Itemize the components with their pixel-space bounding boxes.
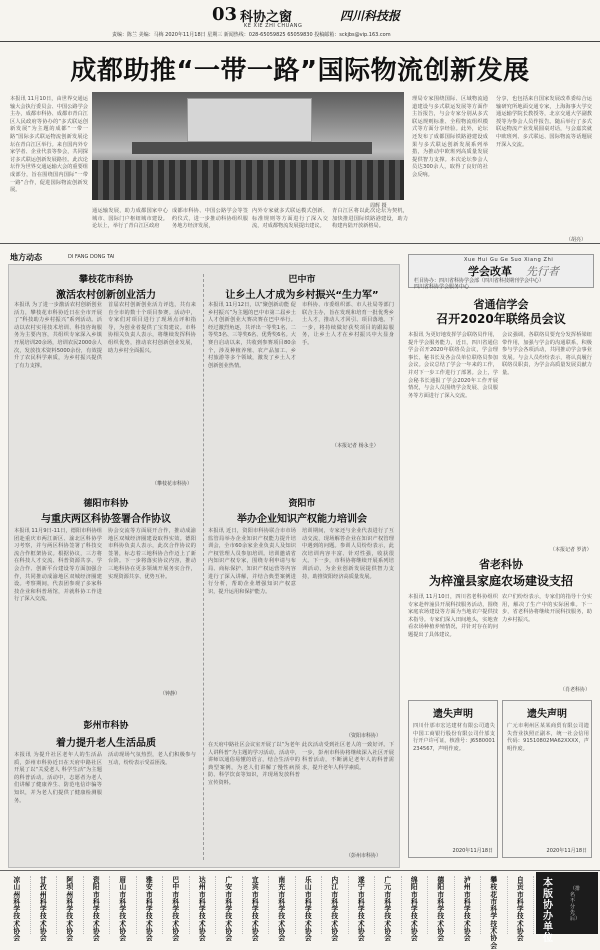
article-source: 彭州市科协 bbox=[83, 721, 129, 731]
article-credit: （本报记者 罗清） bbox=[550, 547, 592, 553]
local-section-label: 地方动态 bbox=[10, 253, 42, 262]
top-story-column: 成都市科协、中国公路学会等签约仪式，进一步推动科协组织服务地方经济发展， bbox=[172, 208, 248, 230]
co-organizer: 内江市科学技术协会 bbox=[322, 876, 349, 934]
article-body: 此次活动受到社区老人的一致好评。下一步，彭州市科协将继续深入社区开展科普活动，不断满足老年人的科普需求，提升老年人科学素质。 bbox=[302, 742, 394, 771]
article-source: 巴中市 bbox=[288, 275, 316, 285]
article-body: 本报讯 为更好地发挥学会联络员作用，提升学会服务能力，近日，四川省通信学会召开2020年联络员会议，学会理事长、秘书长及各会员单位联络员参加会议。会议总结了学会一年来的工作，并对下一步工作进行了部署。会上，学会秘书长通报了学会2020年工作开展情况，与会人员围绕学会发展、会员服务等方面进行了深入交流。 bbox=[408, 332, 498, 399]
photo-audience bbox=[92, 160, 404, 200]
article-title: 召开2020年联络员会议 bbox=[436, 312, 566, 326]
co-organizer: 资阳市科学技术协会 bbox=[84, 876, 111, 934]
article-body: 会议强调，各联络员要充分发挥桥梁纽带作用，加强与学会的沟通联系，积极参与学会各项活动，共同推动学会事业发展。与会人员纷纷表示，将认真履行联络员职责，为学会高质量发展贡献力量。 bbox=[502, 332, 592, 376]
local-section-pinyin: DI FANG DONG TAI bbox=[68, 254, 115, 260]
column-banner-org: 栏目协办：四川省科协学会部（四川省科技期刊学会中心） bbox=[414, 278, 545, 284]
article-body: 本报讯 为提升社区老年人的生活品质，彭州市科协近日在天府中路社区开展了以“关爱老人 科学生活”为主题的科普活动。活动中，志愿者为老人们讲解了健康养生、防范电信诈骗等知识，并为老人们提供了健康检测服务。 bbox=[14, 752, 102, 804]
paper-logo: 四川科技报 bbox=[340, 9, 401, 23]
co-organizer: 乐山市科学技术协会 bbox=[296, 876, 323, 934]
lost-notice-title: 遗失声明 bbox=[433, 709, 473, 720]
column-banner-title-2: 先行者 bbox=[526, 265, 559, 278]
lost-notice-body: 四川什邡市宏达建材有限公司遗失中国工商银行股份有限公司什邡支行开户许可证，核准号：J6580001234567，声明作废。 bbox=[413, 723, 495, 752]
photo-stage-screen bbox=[187, 98, 312, 142]
section-title: 科协之窗 bbox=[240, 10, 293, 25]
co-organizer: 宜宾市科学技术协会 bbox=[243, 876, 270, 934]
lost-notice-title: 遗失声明 bbox=[527, 709, 567, 720]
article-body: 农户们纷纷表示，专家们的指导十分实用，解决了生产中的实际困难。下一步，省老科协将继续开展科技服务，助力乡村振兴。 bbox=[502, 594, 592, 623]
article-source: 省老科协 bbox=[479, 558, 523, 571]
co-organizer: 自贡市科学技术协会 bbox=[508, 876, 535, 934]
photo-credit: 周辉 摄 bbox=[370, 203, 387, 209]
article-title: 着力提升老人生活品质 bbox=[56, 738, 156, 749]
article-credit: （资阳市科协） bbox=[346, 733, 382, 739]
photo-stage bbox=[132, 142, 372, 154]
co-organizer: 眉山市科学技术协会 bbox=[110, 876, 137, 934]
article-credit: （肖老科协） bbox=[560, 687, 591, 693]
co-organizer: 攀枝花市科学技术协会 bbox=[481, 876, 508, 934]
top-story-lead: 本报讯 11月10日，由世界交通运输大会执行委员会、中国公路学会主办，成都市科协、成都市青白江区人民政府等协办的“多式联运创新发展”为主题的成都“一带一路”国际多式联运物流创新发展论坛在青白江区举行。来自国内外专家学者、企业代表等参会，共同探讨多式联运创新发展路径。此次论坛作为世界交通运输大会的重要组成部分，旨在围绕国内国际“一带一路”合作，促进国际物流创新发展。 bbox=[10, 96, 88, 194]
co-organizer: 南充市科学技术协会 bbox=[269, 876, 296, 934]
co-organizer-list bbox=[4, 876, 534, 950]
article-body: 活动现场气氛热烈，老人们积极参与互动，纷纷表示受益匪浅。 bbox=[108, 752, 196, 766]
article-title: 举办企业知识产权能力培训会 bbox=[237, 514, 367, 525]
column-banner-org: 四川省科协学会服务中心 bbox=[414, 284, 470, 290]
article-body: 本报讯 近日，资阳市科协联合市市场监管局举办企业知识产权能力提升培训会，全市60余家企业负责人及知识产权管理人员参加培训。培训邀请省内知识产权专家，围绕专利申请与布局、商标保护、知识产权运营等内容进行了深入讲解，并结合典型案例进行分析，帮助企业增强知识产权意识，提升运用和保护能力。 bbox=[208, 528, 296, 595]
co-organizer: 雅安市科学技术协会 bbox=[137, 876, 164, 934]
page-number: 03 bbox=[212, 4, 238, 25]
article-source: 攀枝花市科协 bbox=[78, 275, 133, 285]
top-story-column: 通运输发展，助力成都国家中心城市、国际门户枢纽城市建设。论坛上，举行了青白江区政府 bbox=[92, 208, 168, 230]
lost-notice-body: 广元市利州区某某商贸有限公司遗失营业执照正副本，统一社会信用代码：91510802MA62XXXX，声明作废。 bbox=[507, 723, 589, 752]
lost-notice bbox=[502, 700, 592, 858]
top-story-column: 内外专家就多式联运模式创新、标准规则等方面进行了深入交流，对成都物流发展提出建议。 bbox=[252, 208, 328, 230]
article-title: 激活农村创新创业活力 bbox=[56, 290, 156, 301]
column-divider bbox=[203, 274, 204, 860]
article-body: 协会交流等方面展开合作，推动成渝地区双城经济圈建设取得实效。德阳市科协负责人表示，此次合作协议的签署，标志着三地科协合作迈上了新台阶。下一步将落实协议内容，推动三地科协在更多领域开展务实合作，实现资源共享、优势互补。 bbox=[108, 528, 196, 580]
co-organizer: 巴中市科学技术协会 bbox=[163, 876, 190, 934]
article-source: 省通信学会 bbox=[473, 298, 529, 311]
article-credit: （钟静） bbox=[160, 691, 181, 697]
lost-notice-date: 2020年11月18日 bbox=[452, 848, 493, 854]
co-organizer: 阿坝州科学技术协会 bbox=[57, 876, 84, 934]
article-source: 德阳市科协 bbox=[83, 499, 129, 509]
top-story-column: 青白江区将以此次论坛为契机，加快推进国际铁路港建设，助力构建内陆开放新格局。 bbox=[332, 208, 408, 230]
article-body: 市科协、市委组织部、市人社局等部门联合主办，旨在发现和培育一批优秀乡土人才，推动人才回引、项目落地。下一步，将持续做好获奖项目的跟踪服务，让乡土人才在乡村振兴中大显身手。 bbox=[302, 302, 394, 346]
co-organizer-label: 本版协办单位 bbox=[543, 878, 553, 944]
editor-line: 责编：陈兰 美编：马梅 2020年11月18日 星期三 新闻热线：028-65059825 65059830 投稿邮箱：sckjbs@vip.163.com bbox=[112, 32, 391, 38]
article-title: 为梓潼县家庭农场建设支招 bbox=[428, 574, 573, 588]
co-organizer: 甘孜州科学技术协会 bbox=[31, 876, 58, 934]
article-source: 资阳市 bbox=[288, 499, 316, 509]
co-organizer: 德阳市科学技术协会 bbox=[428, 876, 455, 934]
article-credit: （彭州市科协） bbox=[346, 853, 382, 859]
top-story-credit: （胡亮） bbox=[566, 237, 587, 243]
co-organizer: 广元市科学技术协会 bbox=[375, 876, 402, 934]
co-organizer: 绵阳市科学技术协会 bbox=[402, 876, 429, 934]
article-body: 首届农村创新创业活力评选，共有来自全市的数十个项目参赛。活动中，专家们对项目进行了现场点评和指导，为创业者提供了宝贵建议。市科协相关负责人表示，将继续发挥科协组织优势，推动农村创新创业发展，助力乡村全面振兴。 bbox=[108, 302, 196, 354]
article-body: 在天府中路社区会议室开展了以“为老年人讲科普”为主题的学习活动。活动中，讲师以通俗易懂的语言，结合生活中的典型案例，为老人们讲解了慢性病预防、科学饮食等知识，并现场发放科普宣传资料。 bbox=[208, 742, 300, 786]
co-organizer: 达州市科学技术协会 bbox=[190, 876, 217, 934]
co-organizer: 遂宁市科学技术协会 bbox=[349, 876, 376, 934]
top-story-column: 理局专家围绕国际、区域物流通道建设与多式联运发展等方面作主旨报告，与会专家分别从多式联运规则标准、全程物流组织模式等方面分享经验。此外，论坛还发布了成都国际铁路港建设成果与多式联运创新发展系列举措，为推动中欧班列高质量发展提供智力支撑。本次论坛参会人员达300余人，取得了良好的社会反响。 bbox=[412, 96, 488, 178]
column-banner-title: 学会改革 bbox=[468, 265, 512, 278]
co-organizer: 泸州市科学技术协会 bbox=[455, 876, 482, 934]
article-body: 本报讯 为了进一步激活农村创新创业活力，攀枝花市科协近日在全市开展了“科技助力乡村振兴”系列活动。活动以农村实用技术培训、科技咨询服务为主要内容，共组织专家深入乡镇开展培训20余场，培训农民2000余人次，发放技术资料5000余份，有效提升了农民科学素质，为乡村振兴提供了有力支撑。 bbox=[14, 302, 102, 369]
section-pinyin: KE XIE ZHI CHUANG bbox=[244, 23, 303, 29]
co-organizer: 广安市科学技术协会 bbox=[216, 876, 243, 934]
section-divider bbox=[0, 243, 600, 244]
article-credit: （本报记者 杨永圭） bbox=[332, 443, 379, 449]
article-title: 与重庆两区科协签署合作协议 bbox=[41, 514, 171, 525]
article-body: 本报讯 11月12日，以“聚创新动能 促乡村振兴”为主题的巴中市第二届乡土人才创新创业大赛决赛在巴中举行。经过激烈角逐，共评出一等奖1名、二等奖3名、三等奖6名、优秀奖6名。大赛自启动以来，共收到参赛项目80余个，涉及种植养殖、农产品加工、乡村旅游等多个领域，激发了乡土人才创新创业热情。 bbox=[208, 302, 296, 369]
co-organizer-label-note: （排名不分先后） bbox=[570, 886, 581, 922]
article-credit: （攀枝花市科协） bbox=[152, 481, 193, 487]
article-body: 培训期间，专家还与企业代表进行了互动交流，现场解答企业在知识产权管理中遇到的问题。参训人员纷纷表示，此次培训内容丰富、针对性强，收获很大。下一步，市科协将继续开展系列培训活动，为企业创新发展提供智力支持，助推资阳经济高质量发展。 bbox=[302, 528, 394, 580]
top-story-column: 分享，也包括来自国家发展改革委综合运输研究所地面交通专家，上海海事大学交通运输学院长教授等，北京交通大学副教授等为参会人员作报告。随后举行了多式联运物流产业发展圆桌对话，与会嘉宾就中欧班列、多式联运、国际物流等话题展开深入交流。 bbox=[496, 96, 592, 148]
co-organizer: 凉山州科学技术协会 bbox=[4, 876, 31, 934]
article-body: 本报讯 11月9日-11日，德阳市科协组团赴重庆市两江新区、渝北区科协学习考察，并与两区科协签署了科技交流合作框架协议。根据协议，三方将在科技人才交流、科普资源共享、学会合作、创新平台建设等方面加强合作，共同推动成渝地区双城经济圈建设。考察期间，代表团参观了多家科技企业和科普场馆，并就科协工作进行了深入交流。 bbox=[14, 528, 102, 603]
lost-notice bbox=[408, 700, 498, 858]
main-headline: 成都助推“一带一路”国际物流创新发展 bbox=[70, 56, 530, 86]
article-title: 让乡土人才成为乡村振兴“生力军” bbox=[225, 290, 379, 301]
conference-photo bbox=[92, 92, 404, 200]
lost-notice-date: 2020年11月18日 bbox=[546, 848, 587, 854]
article-body: 本报讯 11月10日，四川省老科协组织专家赴梓潼县开展科技服务活动，围绕家庭农场建设等方面为当地农户提供技术指导。专家们深入田间地头，实地查看农场种植养殖情况，并针对存在的问题提出了具体建议。 bbox=[408, 594, 498, 638]
column-banner-pinyin: Xue Hui Gu Ge Suo Xiang Zhi bbox=[464, 257, 554, 263]
